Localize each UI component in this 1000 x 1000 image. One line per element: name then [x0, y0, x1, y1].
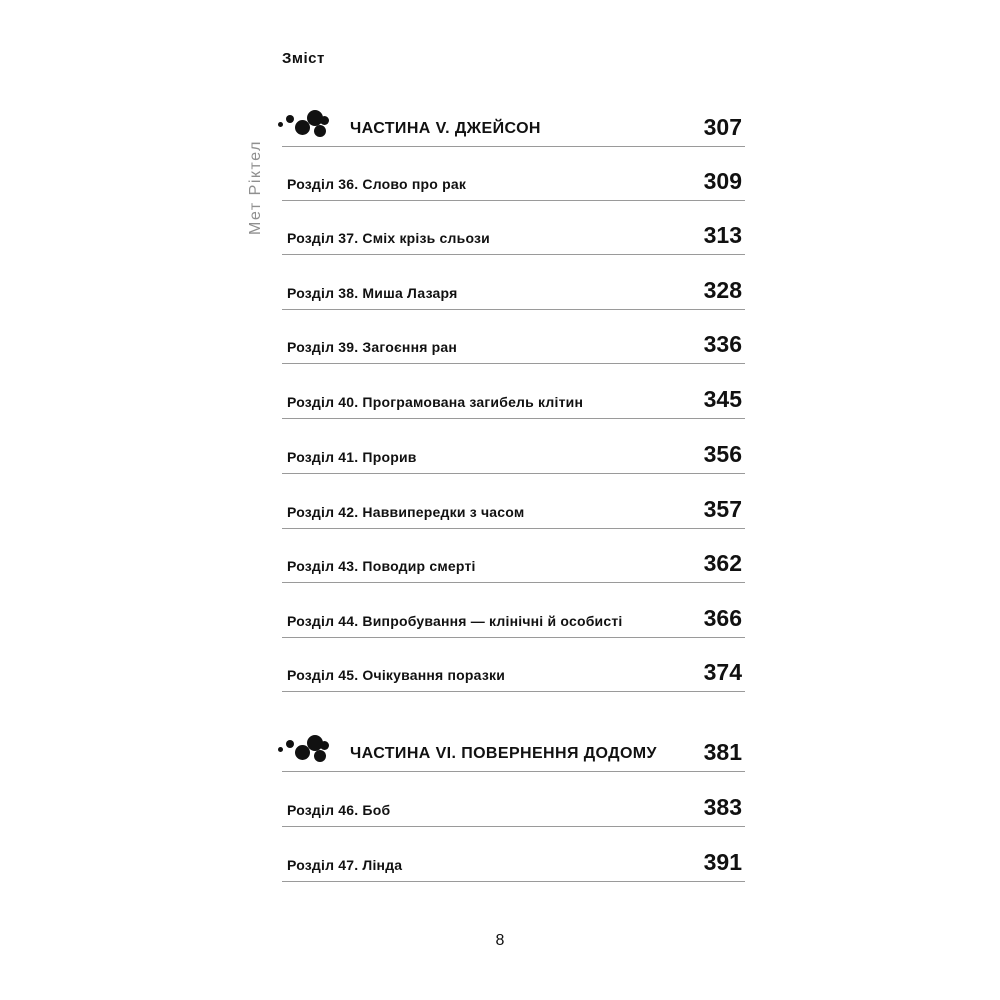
- part-title: ЧАСТИНА V. ДЖЕЙСОН: [350, 120, 541, 137]
- chapter-title: Розділ 43. Поводир смерті: [287, 558, 476, 574]
- chapter-page: 336: [703, 331, 742, 357]
- chapter-page: 362: [703, 550, 742, 576]
- toc-row[interactable]: [282, 638, 745, 692]
- chapter-page: 345: [703, 386, 742, 412]
- chapter-page: 313: [703, 222, 742, 248]
- chapter-page: 374: [703, 659, 742, 685]
- part-heading-5[interactable]: [282, 93, 745, 147]
- chapter-title: Розділ 36. Слово про рак: [287, 176, 467, 192]
- chapter-page: 357: [703, 496, 742, 522]
- toc-row[interactable]: [282, 256, 745, 310]
- part-page: 381: [703, 739, 742, 765]
- chapter-page: 328: [703, 277, 742, 303]
- toc-row[interactable]: [282, 475, 745, 529]
- chapter-page: 356: [703, 441, 742, 467]
- chapter-title: Розділ 40. Програмована загибель клітин: [287, 394, 584, 410]
- part-heading-6[interactable]: [282, 718, 745, 772]
- toc-row[interactable]: [282, 365, 745, 419]
- toc-row[interactable]: [282, 828, 745, 882]
- toc-row[interactable]: [282, 773, 745, 827]
- chapter-title: Розділ 45. Очікування поразки: [287, 667, 505, 683]
- toc-row[interactable]: [282, 310, 745, 364]
- toc-row[interactable]: [282, 201, 745, 255]
- bubbles-icon: [276, 727, 340, 767]
- chapter-page: 391: [703, 849, 742, 875]
- toc-row[interactable]: [282, 147, 745, 201]
- chapter-title: Розділ 38. Миша Лазаря: [287, 285, 458, 301]
- part-page: 307: [703, 114, 742, 140]
- bubbles-icon: [276, 102, 340, 142]
- chapter-title: Розділ 37. Сміх крізь сльози: [287, 230, 490, 246]
- chapter-page: 383: [703, 794, 742, 820]
- toc-row[interactable]: [282, 420, 745, 474]
- side-author: [247, 95, 271, 235]
- chapter-page: 366: [703, 605, 742, 631]
- toc-row[interactable]: [282, 529, 745, 583]
- chapter-title: Розділ 42. Наввипередки з часом: [287, 504, 525, 520]
- chapter-page: 309: [703, 168, 742, 194]
- part-title: ЧАСТИНА VI. ПОВЕРНЕННЯ ДОДОМУ: [350, 745, 657, 762]
- chapter-title: Розділ 46. Боб: [287, 802, 391, 818]
- chapter-title: Розділ 47. Лінда: [287, 857, 403, 873]
- toc-row[interactable]: [282, 584, 745, 638]
- running-title: Зміст: [282, 50, 325, 67]
- author-name: Мет Ріктел: [247, 140, 264, 235]
- chapter-title: Розділ 39. Загоєння ран: [287, 339, 458, 355]
- page-number: 8: [495, 932, 505, 949]
- chapter-title: Розділ 41. Прорив: [287, 449, 417, 465]
- chapter-title: Розділ 44. Випробування — клінічні й особисті: [287, 613, 623, 629]
